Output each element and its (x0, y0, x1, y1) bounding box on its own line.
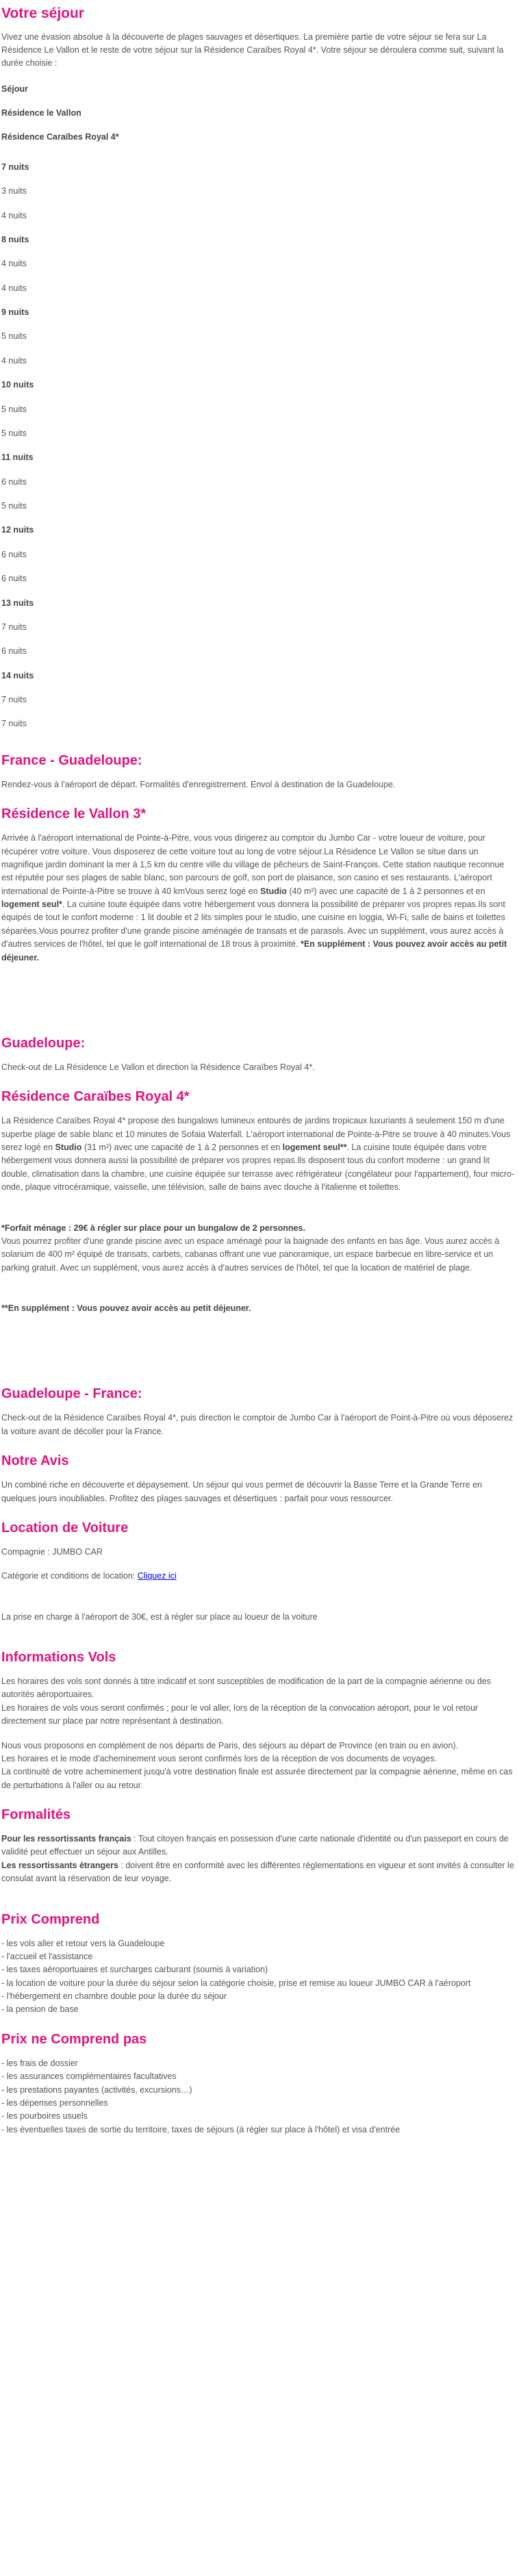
schedule-caraibes: 7 nuits (1, 719, 27, 729)
list-item: - les taxes aéroportuaires et surcharges carburant (soumis à variation) (1, 1965, 268, 1975)
section-text: Pour les ressortissants français : Tout citoyen français en possession d'une carte nationale d'identité ou d'un passeport en cours de validité peut effectuer un séjour aux Antilles. Les ressortissants étrangers : doivent être en conformité avec les différentes réglementations en vigueur et sont invités à consulter le consulat avant la réservation de leur voyage. (1, 1834, 514, 1884)
list-item: - les dépenses personnelles (1, 2097, 108, 2108)
section-formalites (1, 1805, 518, 1886)
schedule-header-caraibes: Résidence Caraïbes Royal 4* (1, 132, 119, 142)
section-heading: Guadeloupe: (1, 1035, 86, 1051)
schedule-vallon: 4 nuits (1, 259, 27, 269)
schedule-caraibes: 4 nuits (1, 210, 27, 220)
excluded-list (1, 2057, 518, 2137)
schedule-total: 8 nuits (1, 234, 29, 244)
schedule-list (1, 83, 518, 731)
section-ne-comprend (1, 2029, 518, 2137)
section-vallon (1, 804, 518, 965)
car-conditions: Catégorie et conditions de location: Cliquez ici (1, 1571, 177, 1581)
schedule-caraibes: 5 nuits (1, 428, 27, 438)
schedule-vallon: 7 nuits (1, 695, 27, 705)
intro-text: Vivez une évasion absolue à la découverte de plages sauvages et désertiques. La première partie de votre séjour se fera sur La Résidence Le Vallon et le reste de votre séjour sur la Résidence Caraïbes Royal 4*. Votre séjour se déroulera comme suit, suivant la durée choisie : (1, 31, 504, 68)
section-voiture (1, 1518, 518, 1624)
schedule-header-sejour: Séjour (1, 84, 28, 94)
section-heading: Location de Voiture (1, 1520, 129, 1535)
section-supplement: **En supplément : Vous pouvez avoir accès au petit déjeuner. (1, 1303, 251, 1314)
schedule-total: 11 nuits (1, 452, 34, 463)
section-heading: France - Guadeloupe: (1, 752, 142, 768)
schedule-total: 14 nuits (1, 670, 34, 680)
section-heading: Résidence Caraïbes Royal 4* (1, 1089, 190, 1105)
list-item: - l'hébergement en chambre double pour la durée du séjour (1, 1991, 227, 2002)
section-text: Nous vous proposons en complément de nos départs de Paris, des séjours au départ de Province (en train ou en avion). Les horaires et le mode d'acheminement vous seront confirmés lors de la réception de vos documents de voyages. La continuité de votre acheminement jusqu'à votre destination finale est assurée directement par la compagnie aérienne, même en cas de perturbations à l'aller ou au retour. (1, 1740, 513, 1790)
schedule-vallon: 7 nuits (1, 622, 27, 632)
car-conditions-link[interactable]: Cliquez ici (137, 1571, 177, 1581)
list-item: - l'accueil et l'assistance (1, 1951, 93, 1961)
section-text: La Résidence Caraïbes Royal 4* propose des bungalows lumineux entourés de jardins tropicaux luxuriants à seulement 150 m d'une superbe plage de sable blanc et 10 minutes de Sofaia Waterfall. L'aéroport international de Pointe-à-Pitre se trouve à 40 minutes.Vous serez logé en Studio (31 m²) avec une capacité de 1 à 2 personnes et en logement seul**. La cuisine toute équipée dans votre hébergement vous donnera aussi la possibilité de préparer vos propres repas.Ils disposent tous du confort moderne : un grand lit double, climatisation dans la chambre, une cuisine équipée sur terrasse avec réfrigérateur (congélateur pour l'appartement), four micro-onde, plaque vitrocéramique, vaisselle, une télévision, salle de bains avec douche à l'italienne et toilettes. (1, 1116, 515, 1193)
schedule-header-vallon: Résidence le Vallon (1, 108, 81, 118)
page-title: Votre séjour (1, 5, 84, 21)
included-list (1, 1937, 518, 2017)
car-company: Compagnie : JUMBO CAR (1, 1546, 103, 1557)
list-item: - les frais de dossier (1, 2058, 78, 2068)
schedule-caraibes: 6 nuits (1, 646, 27, 656)
schedule-vallon: 5 nuits (1, 404, 27, 414)
section-caraibes (1, 1086, 518, 1315)
section-text: *Forfait ménage : 29€ à régler sur place pour un bungalow de 2 personnes. Vous pourrez profiter d'une grande piscine avec un espace aménagé pour la baignade des enfants en bas âge. Vous aurez accès à solarium de 400 m² équipé de transats, carbets, cabanas offrant une vue panoramique, un espace barbecue en libre-service et un parking gratuit. Avec un supplément, vous aurez accès à d'autres services de l'hôtel, tel que la location de matériel de plage. (1, 1223, 500, 1273)
section-comprend (1, 1909, 518, 2017)
list-item: - les prestations payantes (activités, excursions…) (1, 2084, 192, 2095)
list-item: - les assurances complémentaires facultatives (1, 2071, 177, 2082)
schedule-total: 13 nuits (1, 598, 34, 608)
schedule-vallon: 6 nuits (1, 476, 27, 487)
list-item: - les éventuelles taxes de sortie du territoire, taxes de séjours (à régler sur place à l'hôtel) et visa d'entrée (1, 2124, 401, 2134)
section-guadeloupe-france (1, 1383, 518, 1438)
schedule-vallon: 6 nuits (1, 549, 27, 559)
schedule-total: 12 nuits (1, 525, 34, 535)
car-pickup: La prise en charge à l'aéroport de 30€, est à régler sur place au loueur de la voiture (1, 1611, 318, 1622)
section-guadeloupe (1, 1033, 518, 1074)
section-text: Check-out de La Résidence Le Vallon et direction la Résidence Caraïbes Royal 4*. (1, 1062, 315, 1072)
section-heading: Résidence le Vallon 3* (1, 806, 147, 822)
section-heading: Formalités (1, 1807, 71, 1823)
schedule-caraibes: 4 nuits (1, 283, 27, 293)
schedule-caraibes: 6 nuits (1, 574, 27, 584)
section-text: Check-out de la Résidence Caraïbes Royal 4*, puis direction le comptoir de Jumbo Car à l'aéroport de Point-à-Pitre où vous déposerez la voiture avant de décoller pour la France. (1, 1413, 514, 1436)
section-text: Rendez-vous à l'aéroport de départ. Formalités d'enregistrement. Envol à destination de la Guadeloupe. (1, 779, 396, 789)
list-item: - la location de voiture pour la durée du séjour selon la catégorie choisie, prise et remise au loueur JUMBO CAR à l'aéroport (1, 1978, 471, 1988)
section-avis (1, 1451, 518, 1505)
section-heading: Guadeloupe - France: (1, 1386, 142, 1402)
schedule-caraibes: 4 nuits (1, 355, 27, 366)
schedule-total: 10 nuits (1, 380, 34, 390)
schedule-total: 7 nuits (1, 162, 29, 172)
section-heading: Prix Comprend (1, 1911, 100, 1927)
section-text: Les horaires des vols sont donnés à titre indicatif et sont susceptibles de modification de la part de la compagnie aérienne ou des autorités aéroportuaires. Les horaires de vols vous seront confirmés ; pour le vol aller, lors de la réception de la convocation aéroport, pour le vol retour directement sur place par notre représentant à destination. (1, 1676, 492, 1726)
schedule-vallon: 3 nuits (1, 186, 27, 196)
section-heading: Informations Vols (1, 1650, 116, 1666)
section-text: Arrivée à l'aéroport international de Pointe-à-Pitre, vous vous dirigerez au comptoir du Jumbo Car - votre loueur de voiture, pour récupérer votre voiture. Vous disposerez de cette voiture tout au long de votre séjour.La Résidence Le Vallon se situe dans un magnifique jardin dominant la mer à 1,5 km du centre ville du village de pêcheurs de Saint-François. Cette station nautique reconnue est réputée pour ses plages de sable blanc, son parcours de golf, son port de plaisance, son casino et ses restaurants. L'aéroport international de Pointe-à-Pitre se trouve à 40 kmVous serez logé en Studio (40 m²) avec une capacité de 1 à 2 personnes et en logement seul*. La cuisine toute équipée dans votre hébergement vous donnera la possibilité de préparer vos propres repas.Ils sont équipés de tout le confort moderne : 1 lit double et 2 lits simples pour le studio, une cuisine en loggia, Wi-Fi, salle de bains et toilettes séparées.Vous pourrez profiter d'une grande piscine aménagée de transats et de parasols. Avec un supplément, vous aurez accès à d'autres services de l'hôtel, tel que le golf international de 18 trous à proximité. *En supplément : Vous pouvez avoir accès au petit déjeuner. (1, 833, 507, 962)
schedule-vallon: 5 nuits (1, 331, 27, 342)
section-vols (1, 1647, 518, 1792)
list-item: - les vols aller et retour vers la Guadeloupe (1, 1938, 165, 1948)
section-france-guadeloupe (1, 750, 518, 791)
list-item: - les pourboires usuels (1, 2111, 88, 2121)
schedule-caraibes: 5 nuits (1, 501, 27, 511)
section-heading: Prix ne Comprend pas (1, 2031, 147, 2047)
section-heading: Notre Avis (1, 1453, 69, 1469)
schedule-total: 9 nuits (1, 307, 29, 318)
section-text: Un combiné riche en découverte et dépaysement. Un séjour qui vous permet de découvrir la Basse Terre et la Grande Terre en quelques jours inoubliables. Profitez des plages sauvages et désertiques : parfait pour vous ressourcer. (1, 1480, 483, 1503)
list-item: - la pension de base (1, 2004, 79, 2015)
